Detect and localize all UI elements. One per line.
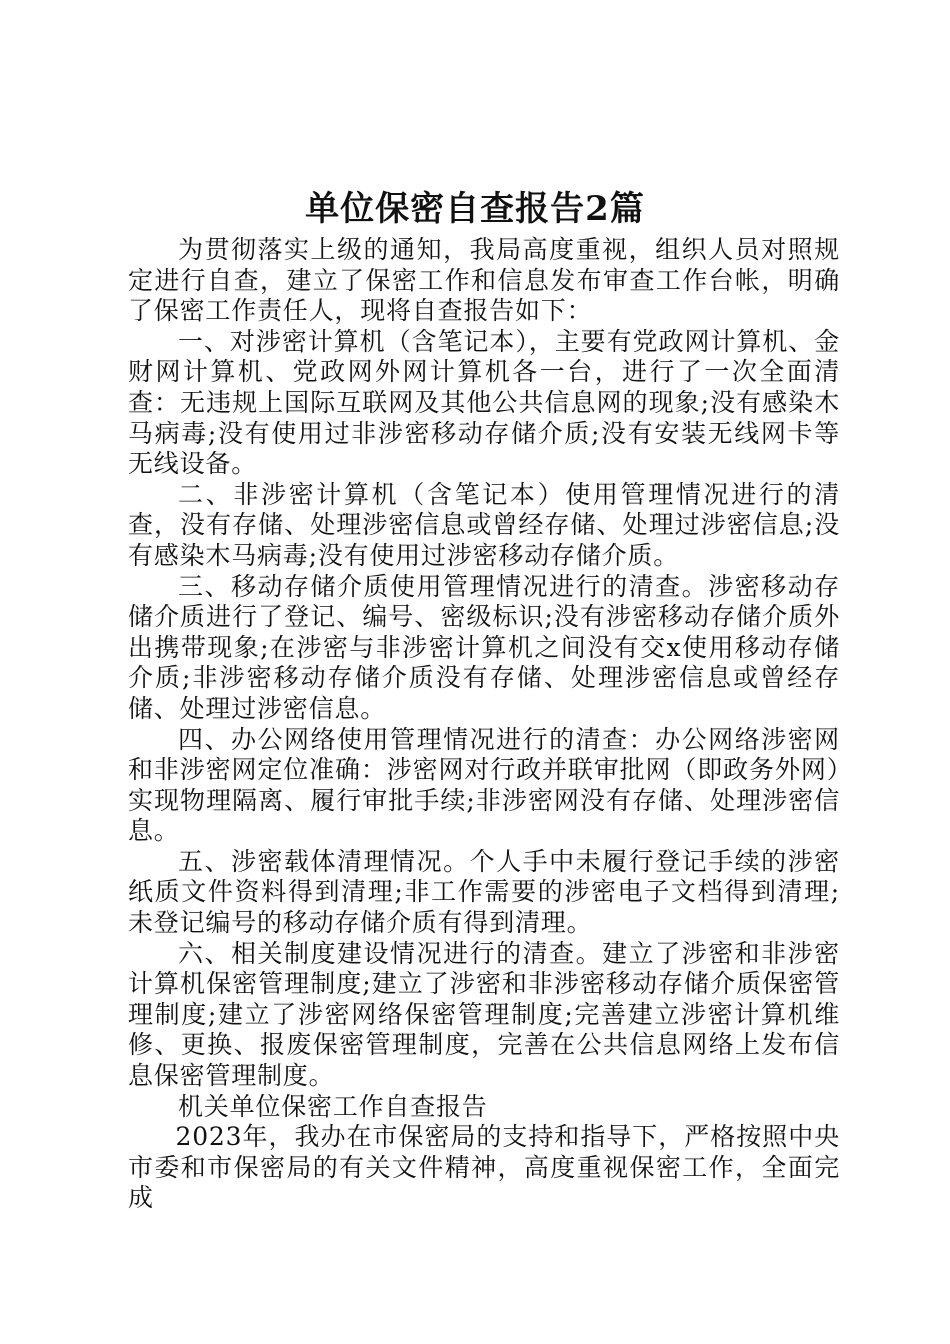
paragraph-year-2023: 2023年，我办在市保密局的支持和指导下，严格按照中央市委和市保密局的有关文件精神，高度重视保密工作，全面完成 (128, 1122, 840, 1213)
paragraph-section-6: 六、相关制度建设情况进行的清查。建立了涉密和非涉密计算机保密管理制度;建立了涉密和非涉密移动存储介质保密管理制度;建立了涉密网络保密管理制度;完善建立涉密计算机维修、更换、报废保密管理制度，完善在公共信息网络上发布信息保密管理制度。 (128, 938, 840, 1091)
paragraph-section-1: 一、对涉密计算机（含笔记本），主要有党政网计算机、金财网计算机、党政网外网计算机各一台，进行了一次全面清查：无违规上国际互联网及其他公共信息网的现象;没有感染木马病毒;没有使用过非涉密移动存储介质;没有安装无线网卡等无线设备。 (128, 326, 840, 479)
paragraph-section-3: 三、移动存储介质使用管理情况进行的清查。涉密移动存储介质进行了登记、编号、密级标识;没有涉密移动存储介质外出携带现象;在涉密与非涉密计算机之间没有交x使用移动存储介质;非涉密移动存储介质没有存储、处理涉密信息或曾经存储、处理过涉密信息。 (128, 571, 840, 723)
document-body (128, 235, 840, 1214)
paragraph-intro: 为贯彻落实上级的通知，我局高度重视，组织人员对照规定进行自查，建立了保密工作和信息发布审查工作台帐，明确了保密工作责任人，现将自查报告如下： (128, 235, 840, 326)
paragraph-section-5: 五、涉密载体清理情况。个人手中未履行登记手续的涉密纸质文件资料得到清理;非工作需要的涉密电子文档得到清理;未登记编号的移动存储介质有得到清理。 (128, 846, 840, 938)
paragraph-section-4: 四、办公网络使用管理情况进行的清查：办公网络涉密网和非涉密网定位准确：涉密网对行政并联审批网（即政务外网）实现物理隔离、履行审批手续;非涉密网没有存储、处理涉密信息。 (128, 724, 840, 846)
paragraph-section-2: 二、非涉密计算机（含笔记本）使用管理情况进行的清查，没有存储、处理涉密信息或曾经存储、处理过涉密信息;没有感染木马病毒;没有使用过涉密移动存储介质。 (128, 479, 840, 570)
document-title: 单位保密自查报告2篇 (305, 189, 645, 229)
second-report-heading: 机关单位保密工作自查报告 (178, 1091, 488, 1121)
